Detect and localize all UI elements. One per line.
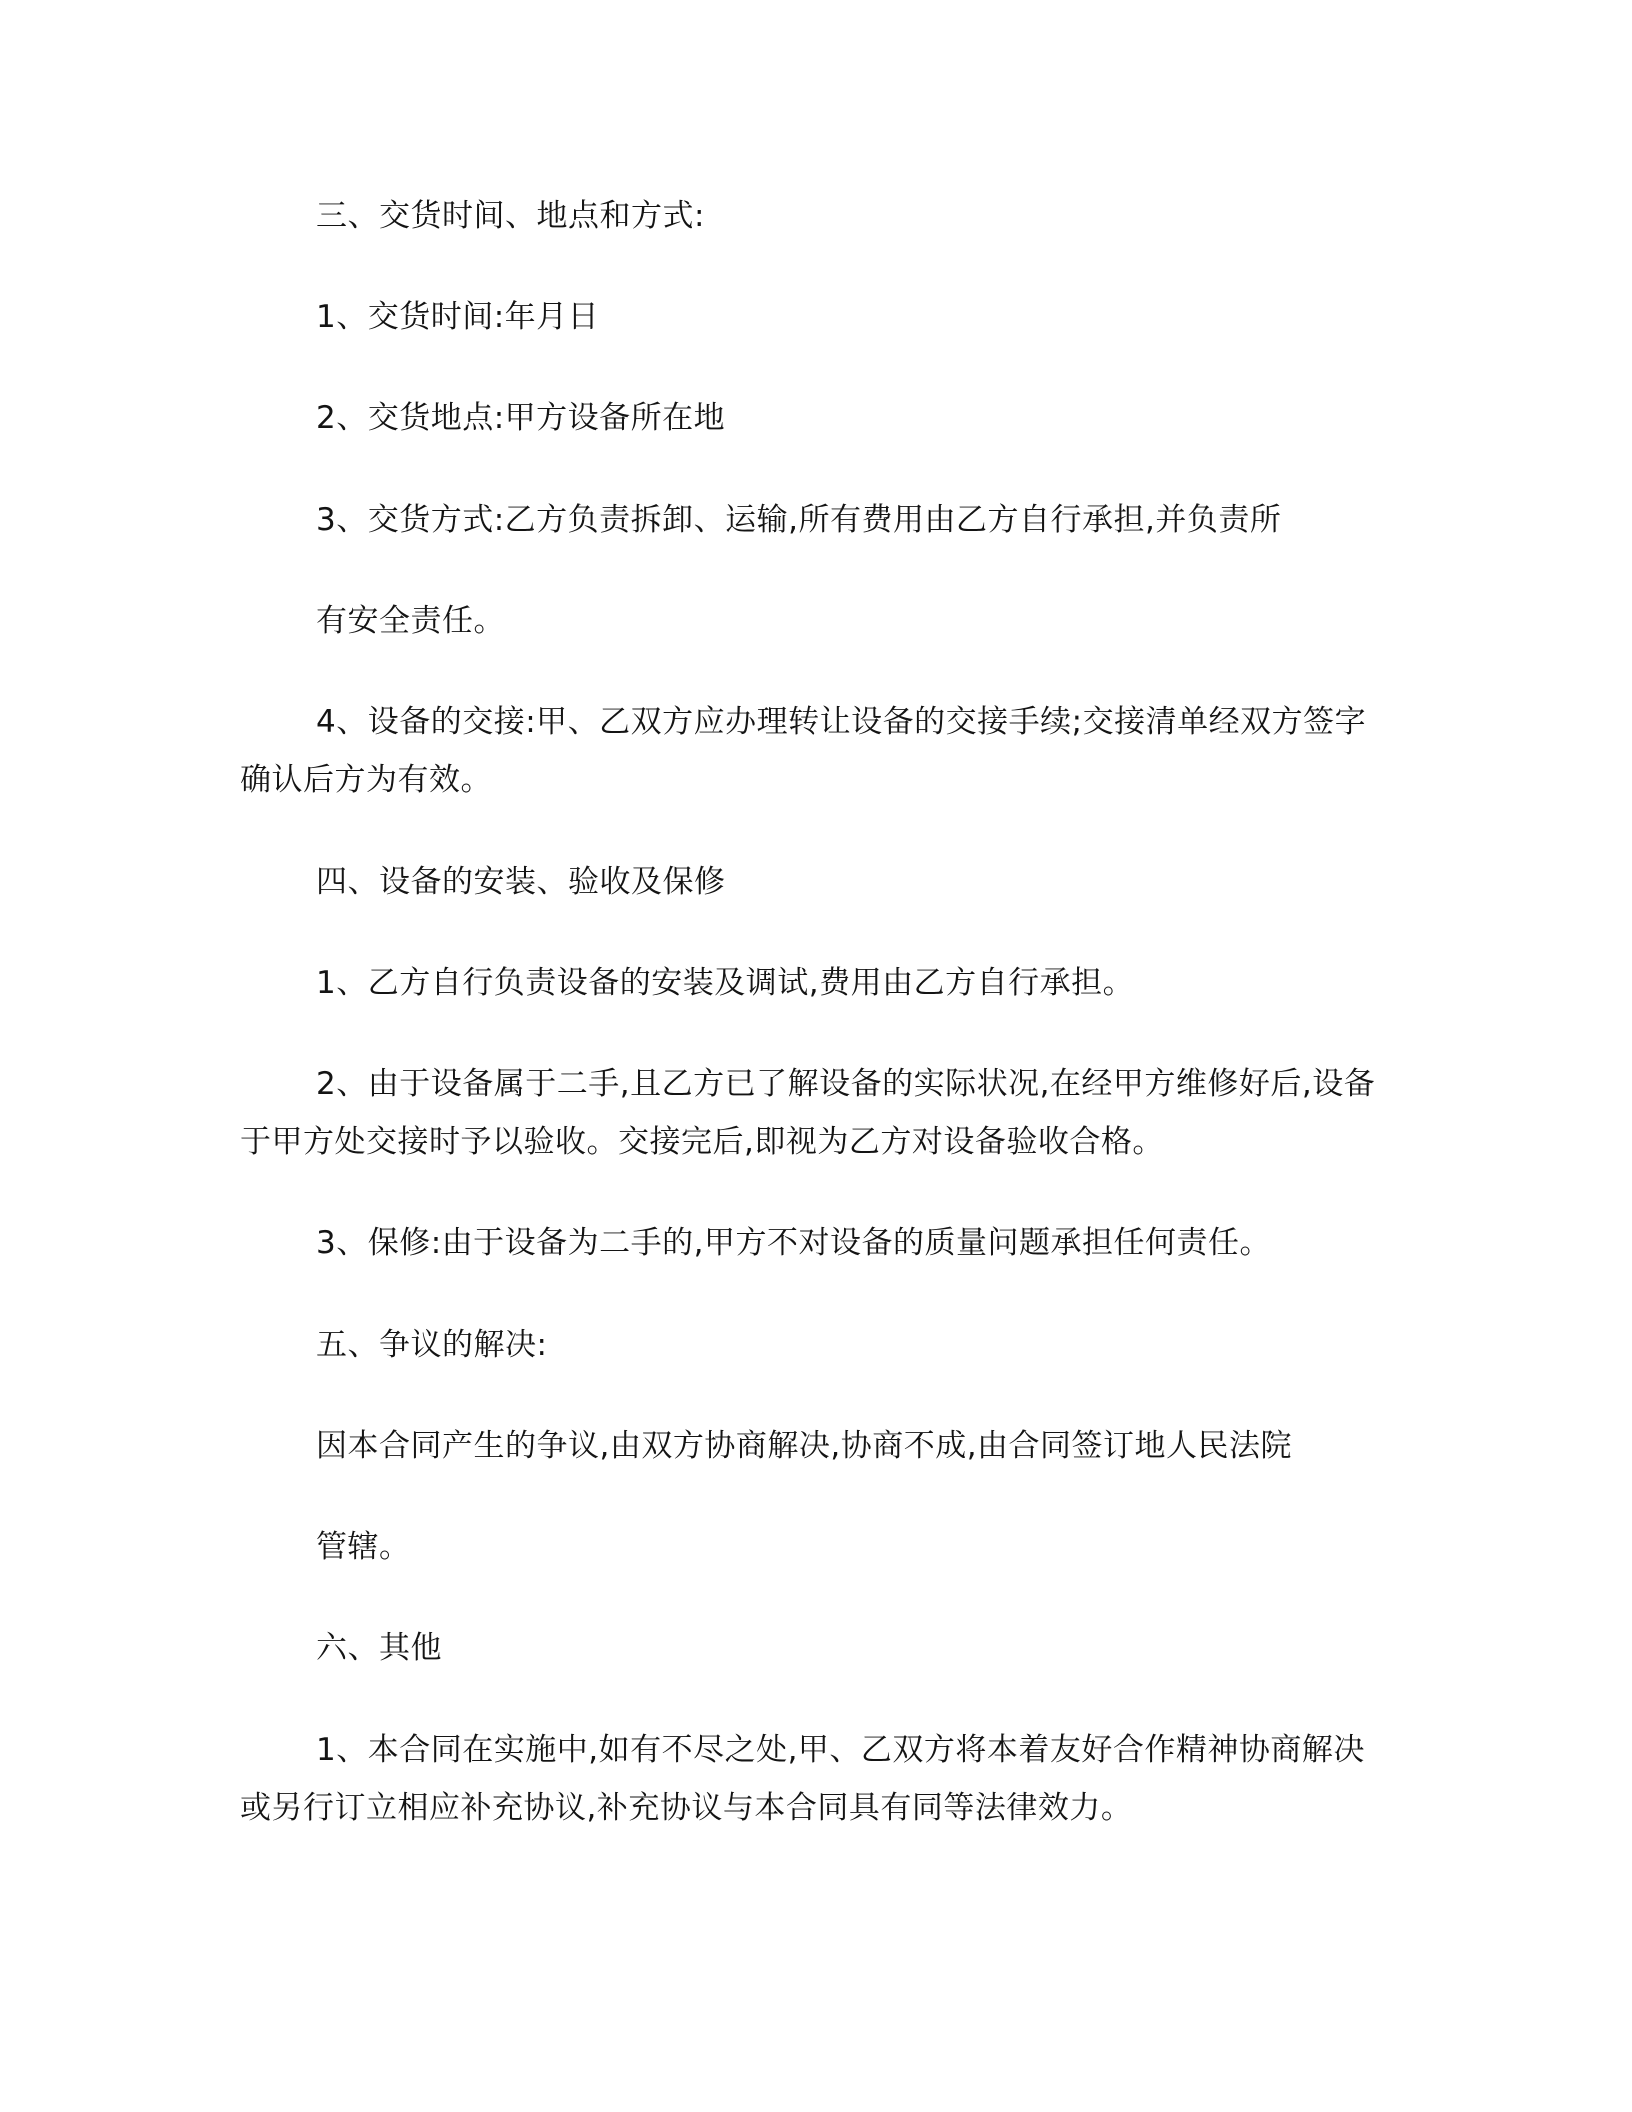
other-clause-continuation: 或另行订立相应补充协议,补充协议与本合同具有同等法律效力。 <box>240 1790 1133 1826</box>
dispute-line: 因本合同产生的争议,由双方协商解决,协商不成,由合同签订地人民法院 <box>316 1428 1293 1464</box>
section-heading-installation: 四、设备的安装、验收及保修 <box>316 864 726 900</box>
acceptance-continuation: 于甲方处交接时予以验收。交接完后,即视为乙方对设备验收合格。 <box>240 1124 1164 1160</box>
section-heading-delivery: 三、交货时间、地点和方式: <box>316 198 705 234</box>
handover-continuation: 确认后方为有效。 <box>240 762 492 798</box>
section-heading-other: 六、其他 <box>316 1630 442 1666</box>
section-heading-dispute: 五、争议的解决: <box>316 1327 548 1363</box>
delivery-method-continuation: 有安全责任。 <box>316 603 505 639</box>
dispute-continuation: 管辖。 <box>316 1529 411 1565</box>
delivery-time-line: 1、交货时间:年月日 <box>316 299 600 335</box>
acceptance-line: 2、由于设备属于二手,且乙方已了解设备的实际状况,在经甲方维修好后,设备 <box>316 1066 1376 1102</box>
handover-line: 4、设备的交接:甲、乙双方应办理转让设备的交接手续;交接清单经双方签字 <box>316 704 1367 740</box>
delivery-place-line: 2、交货地点:甲方设备所在地 <box>316 400 726 436</box>
other-clause-line: 1、本合同在实施中,如有不尽之处,甲、乙双方将本着友好合作精神协商解决 <box>316 1732 1365 1768</box>
installation-line: 1、乙方自行负责设备的安装及调试,费用由乙方自行承担。 <box>316 965 1135 1001</box>
warranty-line: 3、保修:由于设备为二手的,甲方不对设备的质量问题承担任何责任。 <box>316 1225 1272 1261</box>
delivery-method-line: 3、交货方式:乙方负责拆卸、运输,所有费用由乙方自行承担,并负责所 <box>316 502 1282 538</box>
